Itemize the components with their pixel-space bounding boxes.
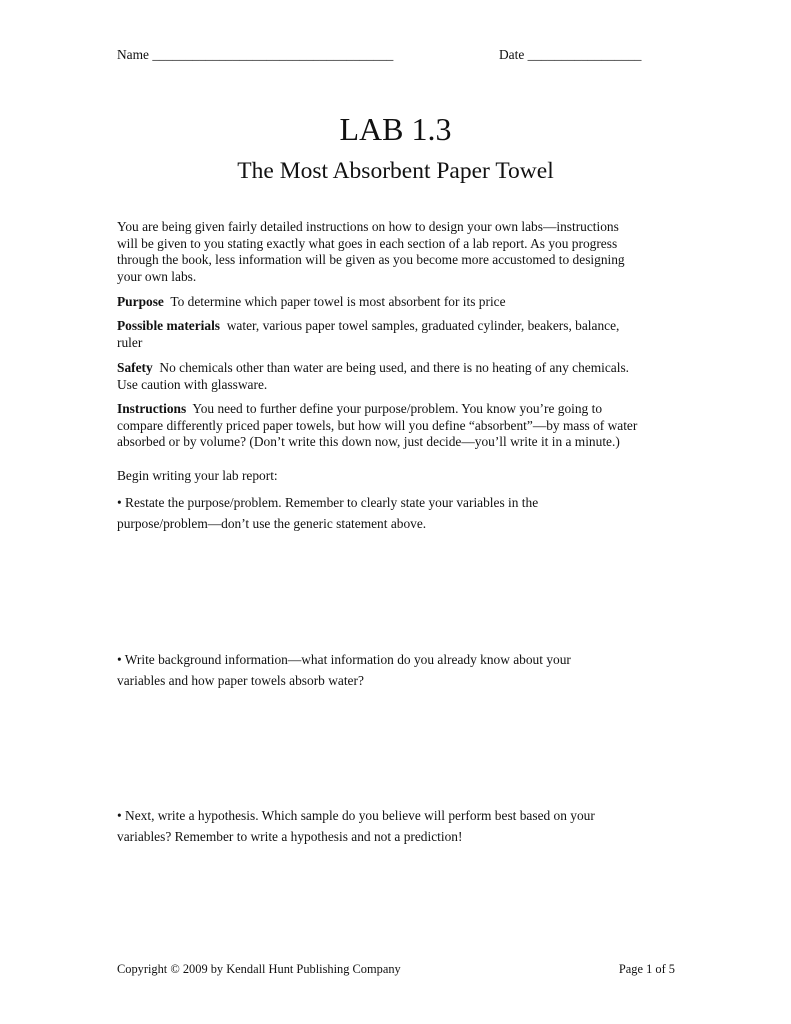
bullet-line: • Write background information—what information do you already know about your [117,652,571,667]
intro-line: will be given to you stating exactly what goes in each section of a lab report. As you progress [117,235,618,251]
list-item [117,649,571,691]
materials-section [117,318,619,351]
lab-number: LAB 1.3 [339,111,452,147]
purpose-label: Purpose [117,294,164,309]
bullet-line: variables and how paper towels absorb water? [117,673,364,688]
intro-line: You are being given fairly detailed instructions on how to design your own labs—instructions [117,219,619,234]
date-label: Date [499,47,525,62]
intro-paragraph [117,219,625,285]
footer-page-number: Page 1 of 5 [618,962,675,976]
date-blank: _________________ [527,47,642,62]
page-title: The Most Absorbent Paper Towel [237,158,554,184]
instructions-label: Instructions [117,401,187,416]
bullet-line: • Next, write a hypothesis. Which sample do you believe will perform best based on your [117,808,595,823]
instructions-text: You need to further define your purpose/problem. You know you’re going to [192,401,603,416]
name-label: Name [117,47,149,62]
list-item [117,805,595,847]
materials-label: Possible materials [117,318,221,333]
name-field [117,47,393,64]
bullet-line: • Restate the purpose/problem. Remember to clearly state your variables in the [117,495,539,510]
safety-section [117,360,629,393]
safety-label: Safety [117,360,153,375]
materials-text: water, various paper towel samples, graduated cylinder, beakers, balance, [226,318,620,333]
instructions-section [117,401,637,451]
bullet-line: purpose/problem—don’t use the generic statement above. [117,516,427,531]
materials-text-cont: ruler [117,334,143,350]
intro-line: your own labs. [117,268,197,284]
list-item [117,492,538,534]
begin-text: Begin writing your lab report: [117,468,278,483]
bullet-line: variables? Remember to write a hypothesis and not a prediction! [117,829,463,844]
footer-copyright: Copyright © 2009 by Kendall Hunt Publishing Company [117,962,401,976]
date-field [499,47,641,64]
safety-text: No chemicals other than water are being used, and there is no heating of any chemicals. [159,360,630,375]
name-blank: ____________________________________ [152,47,394,62]
safety-text-cont: Use caution with glassware. [117,376,268,392]
purpose-text: To determine which paper towel is most absorbent for its price [170,294,506,309]
purpose-section [117,294,506,311]
intro-line: through the book, less information will be given as you become more accustomed to designing [117,252,625,268]
instructions-text-cont: absorbed or by volume? (Don’t write this down now, just decide—you’ll write it in a minute.) [117,434,620,450]
instructions-text-cont: compare differently priced paper towels, but how will you define “absorbent”—by mass of water [117,417,638,433]
